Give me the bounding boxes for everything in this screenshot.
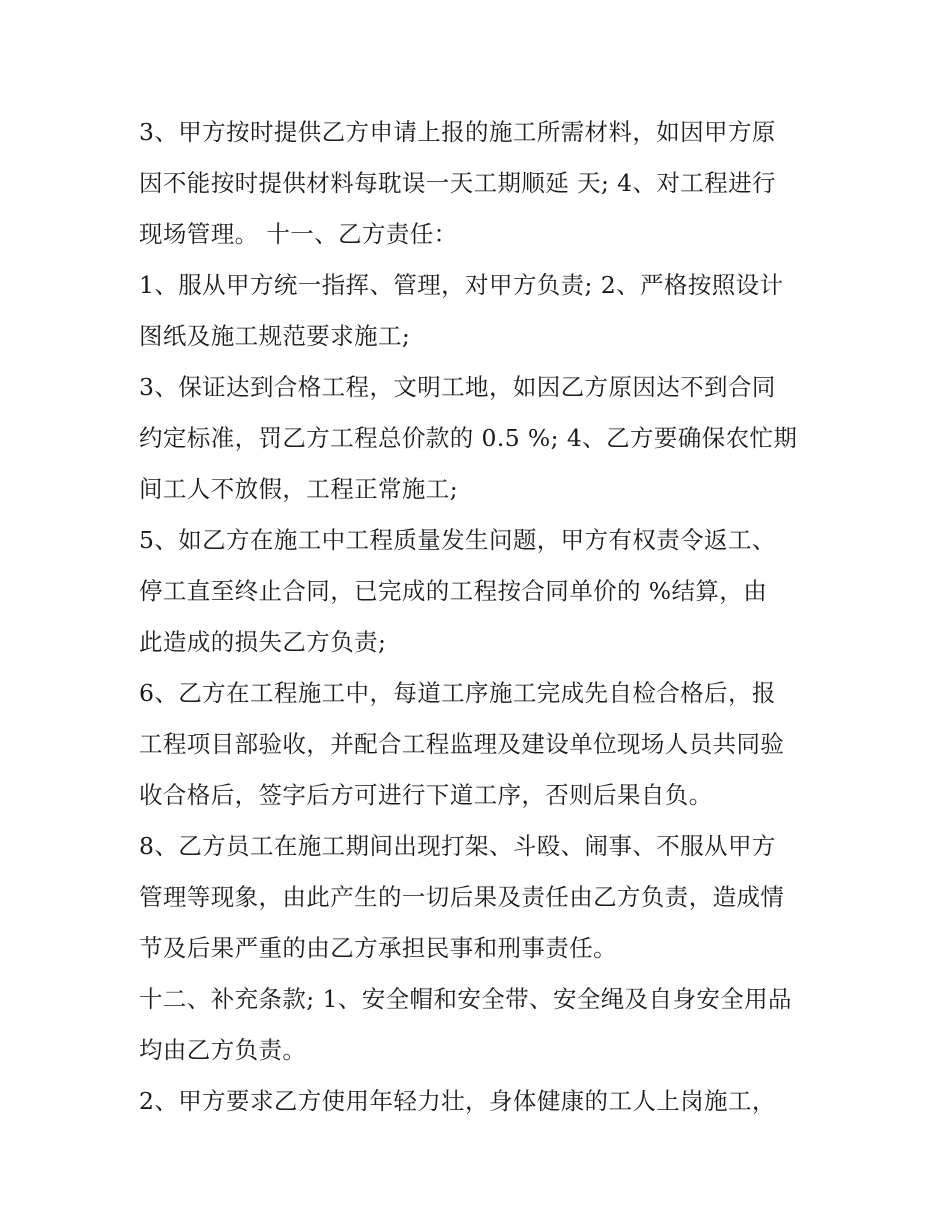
- text-line: 十二、补充条款; 1、安全帽和安全带、安全绳及自身安全用品: [139, 985, 792, 1013]
- text-line: 收合格后，签字后方可进行下道工序，否则后果自负。: [139, 781, 713, 809]
- text-line: 此造成的损失乙方负责;: [139, 628, 387, 656]
- text-line: 1、服从甲方统一指挥、管理，对甲方负责; 2、严格按照设计: [139, 271, 784, 299]
- text-line: 约定标准，罚乙方工程总价款的 0.5 %; 4、乙方要确保农忙期: [139, 424, 798, 452]
- document-body: [139, 107, 829, 1127]
- text-line: 6、乙方在工程施工中，每道工序施工完成先自检合格后，报: [139, 679, 776, 707]
- text-line: 因不能按时提供材料每耽误一天工期顺延 天; 4、对工程进行: [139, 169, 776, 197]
- text-line: 图纸及施工规范要求施工;: [139, 322, 411, 350]
- text-line: 2、甲方要求乙方使用年轻力壮，身体健康的工人上岗施工，: [139, 1087, 776, 1115]
- text-line: 5、如乙方在施工中工程质量发生问题，甲方有权责令返工、: [139, 526, 776, 554]
- text-line: 8、乙方员工在施工期间出现打架、斗殴、闹事、不服从甲方: [139, 832, 776, 860]
- text-line: 均由乙方负责。: [139, 1036, 307, 1064]
- text-line: 管理等现象，由此产生的一切后果及责任由乙方负责，造成情: [139, 883, 785, 911]
- text-line: 间工人不放假，工程正常施工;: [139, 475, 459, 503]
- text-line: 节及后果严重的由乙方承担民事和刑事责任。: [139, 934, 617, 962]
- text-line: 3、保证达到合格工程，文明工地，如因乙方原因达不到合同: [139, 373, 776, 401]
- text-line: 3、甲方按时提供乙方申请上报的施工所需材料，如因甲方原: [139, 118, 776, 146]
- text-line: 停工直至终止合同，已完成的工程按合同单价的 %结算，由: [139, 577, 768, 605]
- text-line: 工程项目部验收，并配合工程监理及建设单位现场人员共同验: [139, 730, 785, 758]
- text-line: 现场管理。 十一、乙方责任：: [139, 220, 458, 248]
